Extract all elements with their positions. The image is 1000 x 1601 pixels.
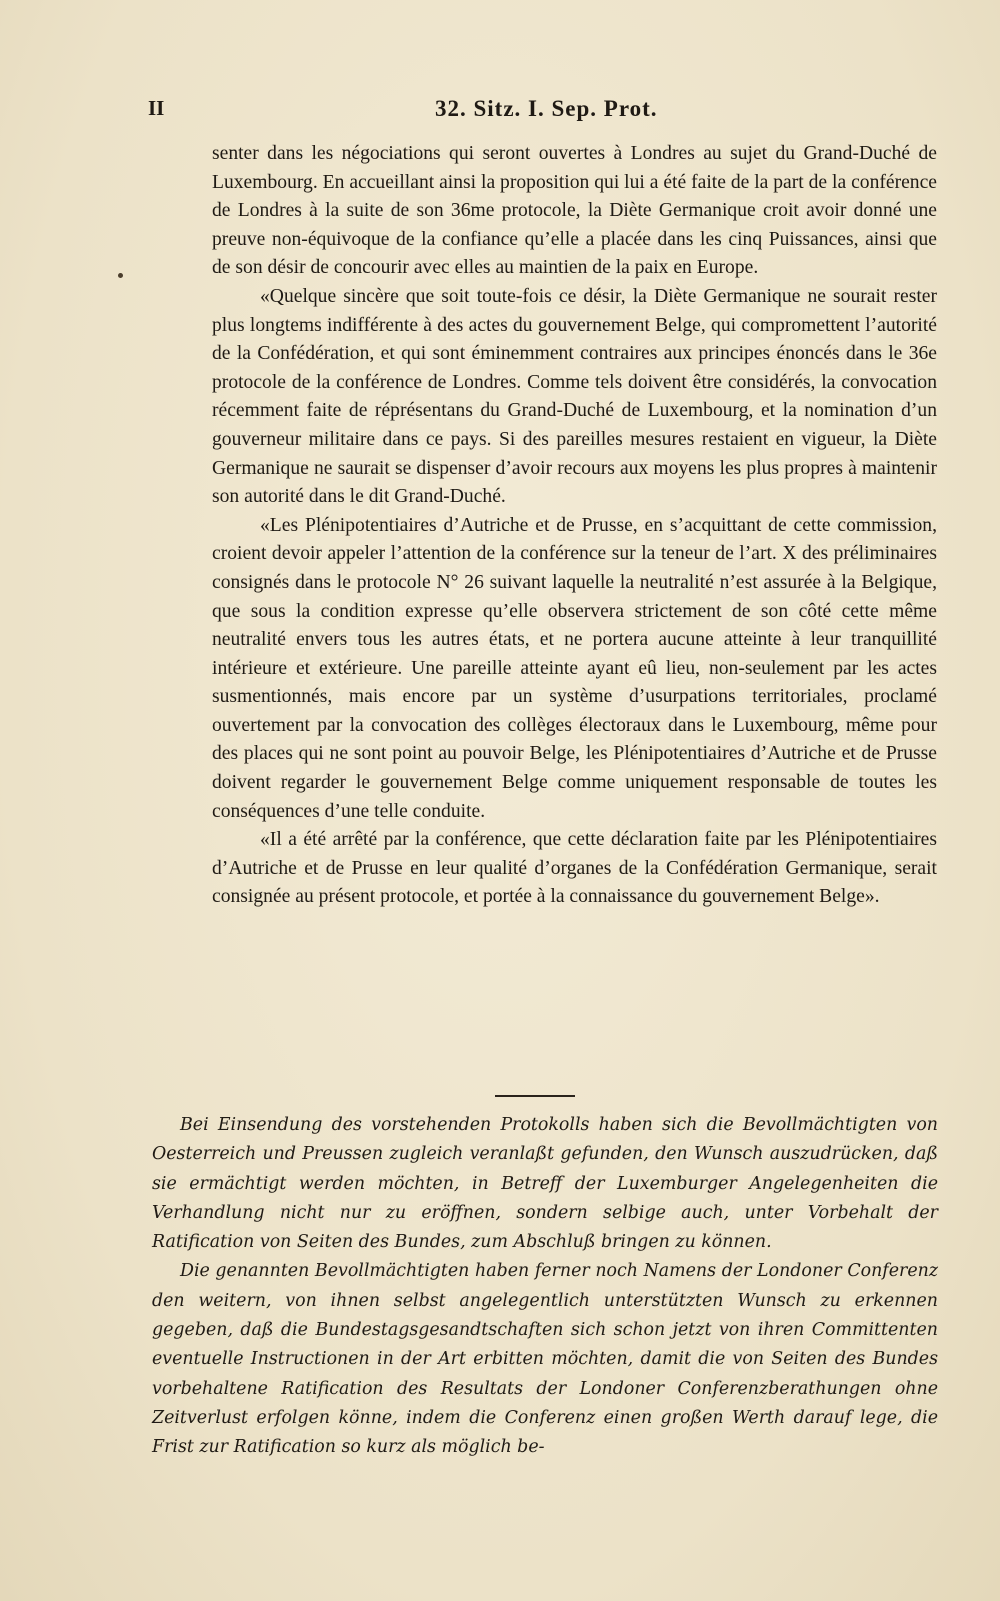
german-text [152, 1111, 938, 1463]
running-head: 32. Sitz. I. Sep. Prot. [435, 96, 658, 121]
ink-speck [118, 273, 123, 278]
paragraph: senter dans les négociations qui seront ouvertes à Londres au sujet du Grand-Duché de Luxembourg. En accueillant ainsi la proposition qui lui a été faite de la part de la conférence de Londres à la suite de son 36me protocole, la Diète Germanique croit avoir donné une preuve non-équivoque de la confiance qu’elle a placée dans les cinq Puissances, ainsi que de son désir de concourir avec elles au maintien de la paix en Europe. [212, 143, 937, 279]
page-header [0, 96, 1000, 126]
paragraph: «Il a été arrêté par la conférence, que cette déclaration faite par les Plénipotentiaires d’Autriche et de Prusse en leur qualité d’organes de la Confédération Germanique, serait consignée au présent protocole, et portée à la connaissance du gouvernement Belge». [212, 829, 937, 908]
paragraph: «Quelque sincère que soit toute-fois ce désir, la Diète Germanique ne sourait rester plus longtems indifférente à des actes du gouvernement Belge, qui compromettent l’autorité de la Confédération, et qui sont éminemment contraires aux principes énoncés dans le 36e protocole de la conférence de Londres. Comme tels doivent être considérés, la convocation récemment faite de réprésentans du Grand-Duché de Luxembourg, et la nomination d’un gouverneur militaire dans ce pays. Si des pareilles mesures restaient en vigueur, la Diète Germanique ne saurait se dispenser d’avoir recours aux moyens les plus propres à maintenir son autorité dans le dit Grand-Duché. [212, 285, 937, 508]
paragraph: Die genannten Bevollmächtigten haben ferner noch Namens der Londoner Conferenz den weitern, von ihnen selbst angelegentlich unterstützten Wunsch zu erkennen gegeben, daß die Bundestagsgesandtschaften sich schon jetzt von ihren Committenten eventuelle Instructionen in der Art erbitten möchten, damit die von Seiten des Bundes vorbehaltene Ratification des Resultats der Londoner Conferenzberathungen ohne Zeitverlust erfolgen könne, indem die Conferenz einen großen Werth darauf lege, die Frist zur Ratification so kurz als möglich be- [152, 1261, 938, 1458]
french-declaration [212, 140, 937, 912]
paragraph: «Les Plénipotentiaires d’Autriche et de Prusse, en s’acquittant de cette commission, croient devoir appeler l’attention de la conférence sur la teneur de l’art. X des préliminaires consignés dans le protocole N° 26 suivant laquelle la neutralité n’est assurée à la Belgique, que sous la condition expresse qu’elle observera strictement de son côté cette même neutralité envers tous les autres états, et ne portera aucune atteinte à leur tranquillité intérieure et extérieure. Une pareille atteinte ayant eû lieu, non-seulement par les actes susmentionnés, mais encore par un système d’usurpations territoriales, proclamé ouvertement par la convocation des collèges électoraux dans le Luxembourg, même pour des places qui ne sont point au pouvoir Belge, les Plénipotentiaires d’Autriche et de Prusse doivent regarder le gouvernement Belge comme uniquement responsable de toutes les conséquences d’une telle conduite. [212, 514, 937, 822]
page-number: II [148, 96, 165, 120]
section-divider [495, 1095, 575, 1097]
paragraph: Bei Einsendung des vorstehenden Protokolls haben sich die Bevollmächtigten von Oesterreich und Preussen zugleich veranlaßt gefunden, den Wunsch auszudrücken, daß sie ermächtigt werden möchten, in Betreff der Luxemburger Angelegenheiten die Verhandlung nicht nur zu eröffnen, sondern selbige auch, unter Vorbehalt der Ratification von Seiten des Bundes, zum Abschluß bringen zu können. [152, 1115, 938, 1253]
